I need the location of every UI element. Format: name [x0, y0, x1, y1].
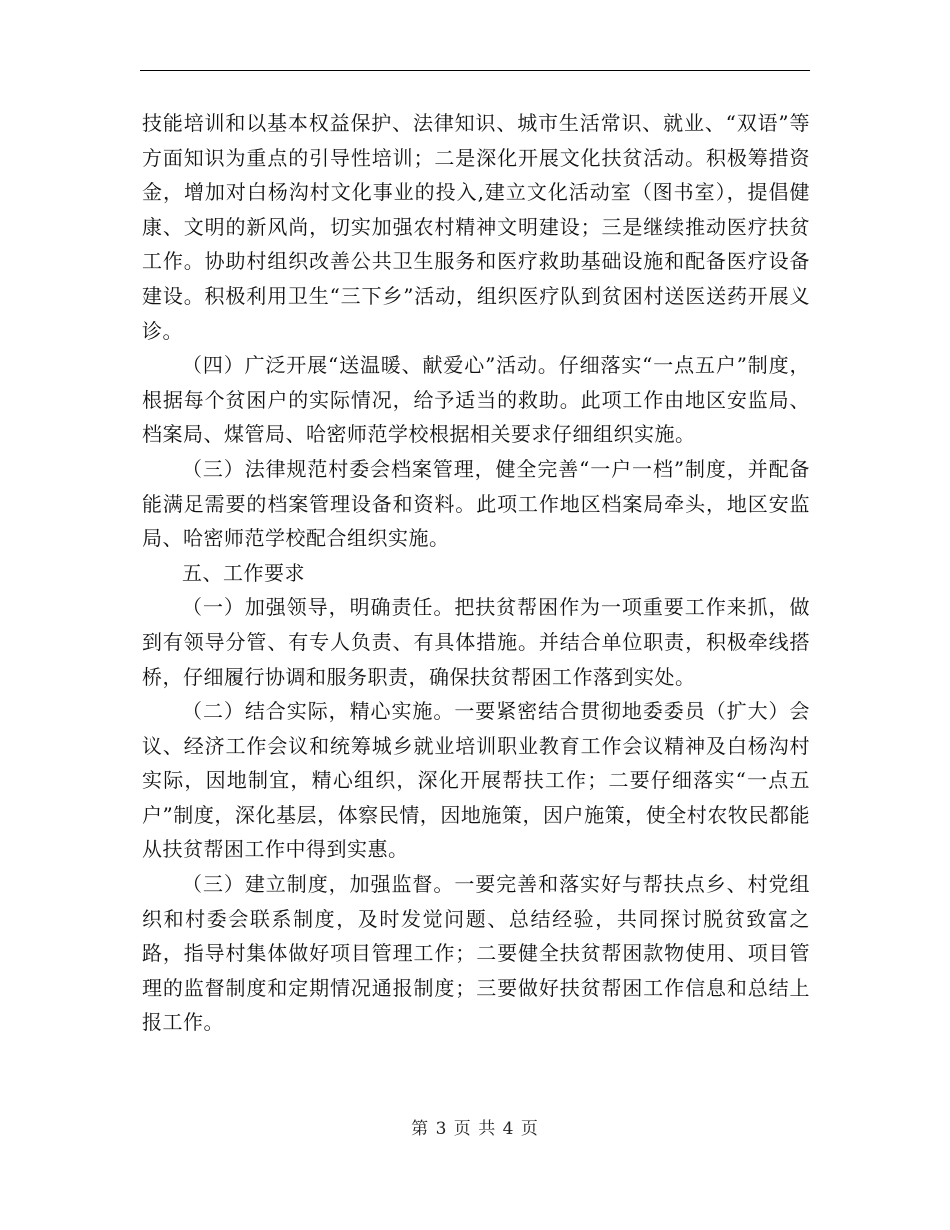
header-rule: [140, 70, 810, 71]
paragraph-item-four: （四）广泛开展“送温暖、献爱心”活动。仔细落实“一点五户”制度，根据每个贫困户的实际情况，给予适当的救助。此项工作由地区安监局、档案局、煤管局、哈密师范学校根据相关要求仔细组织实施。: [142, 353, 810, 447]
page-number-footer: 第 3 页 共 4 页: [411, 1119, 539, 1139]
paragraph-continuation: 技能培训和以基本权益保护、法律知识、城市生活常识、就业、“双语”等方面知识为重点的引导性培训；二是深化开展文化扶贫活动。积极筹措资金，增加对白杨沟村文化事业的投入,建立文化活动室（图书室），提倡健康、文明的新风尚，切实加强农村精神文明建设；三是继续推动医疗扶贫工作。协助村组织改善公共卫生服务和医疗救助基础设施和配备医疗设备建设。积极利用卫生“三下乡”活动，组织医疗队到贫困村送医送药开展义诊。: [142, 111, 810, 343]
paragraph-requirement-three: （三）建立制度，加强监督。一要完善和落实好与帮扶点乡、村党组织和村委会联系制度，及时发觉问题、总结经验，共同探讨脱贫致富之路，指导村集体做好项目管理工作；二要健全扶贫帮困款物使用、项目管理的监督制度和定期情况通报制度；三要做好扶贫帮困工作信息和总结上报工作。: [142, 872, 810, 1035]
paragraph-item-archives: （三）法律规范村委会档案管理，健全完善“一户一档”制度，并配备能满足需要的档案管理设备和资料。此项工作地区档案局牵头，地区安监局、哈密师范学校配合组织实施。: [142, 456, 810, 551]
paragraph-requirement-two: （二）结合实际，精心实施。一要紧密结合贯彻地委委员（扩大）会议、经济工作会议和统筹城乡就业培训职业教育工作会议精神及白杨沟村实际，因地制宜，精心组织，深化开展帮扶工作；二要仔细落实“一点五户”制度，深化基层，体察民情，因地施策，因户施策，使全村农牧民都能从扶贫帮困工作中得到实惠。: [142, 699, 810, 862]
paragraph-requirement-one: （一）加强领导，明确责任。把扶贫帮困作为一项重要工作来抓，做到有领导分管、有专人负责、有具体措施。并结合单位职责，积极牵线搭桥，仔细履行协调和服务职责，确保扶贫帮困工作落到实处。: [142, 595, 810, 689]
section-heading-work-requirements: 五、工作要求: [182, 560, 305, 585]
document-body: [142, 106, 810, 1040]
